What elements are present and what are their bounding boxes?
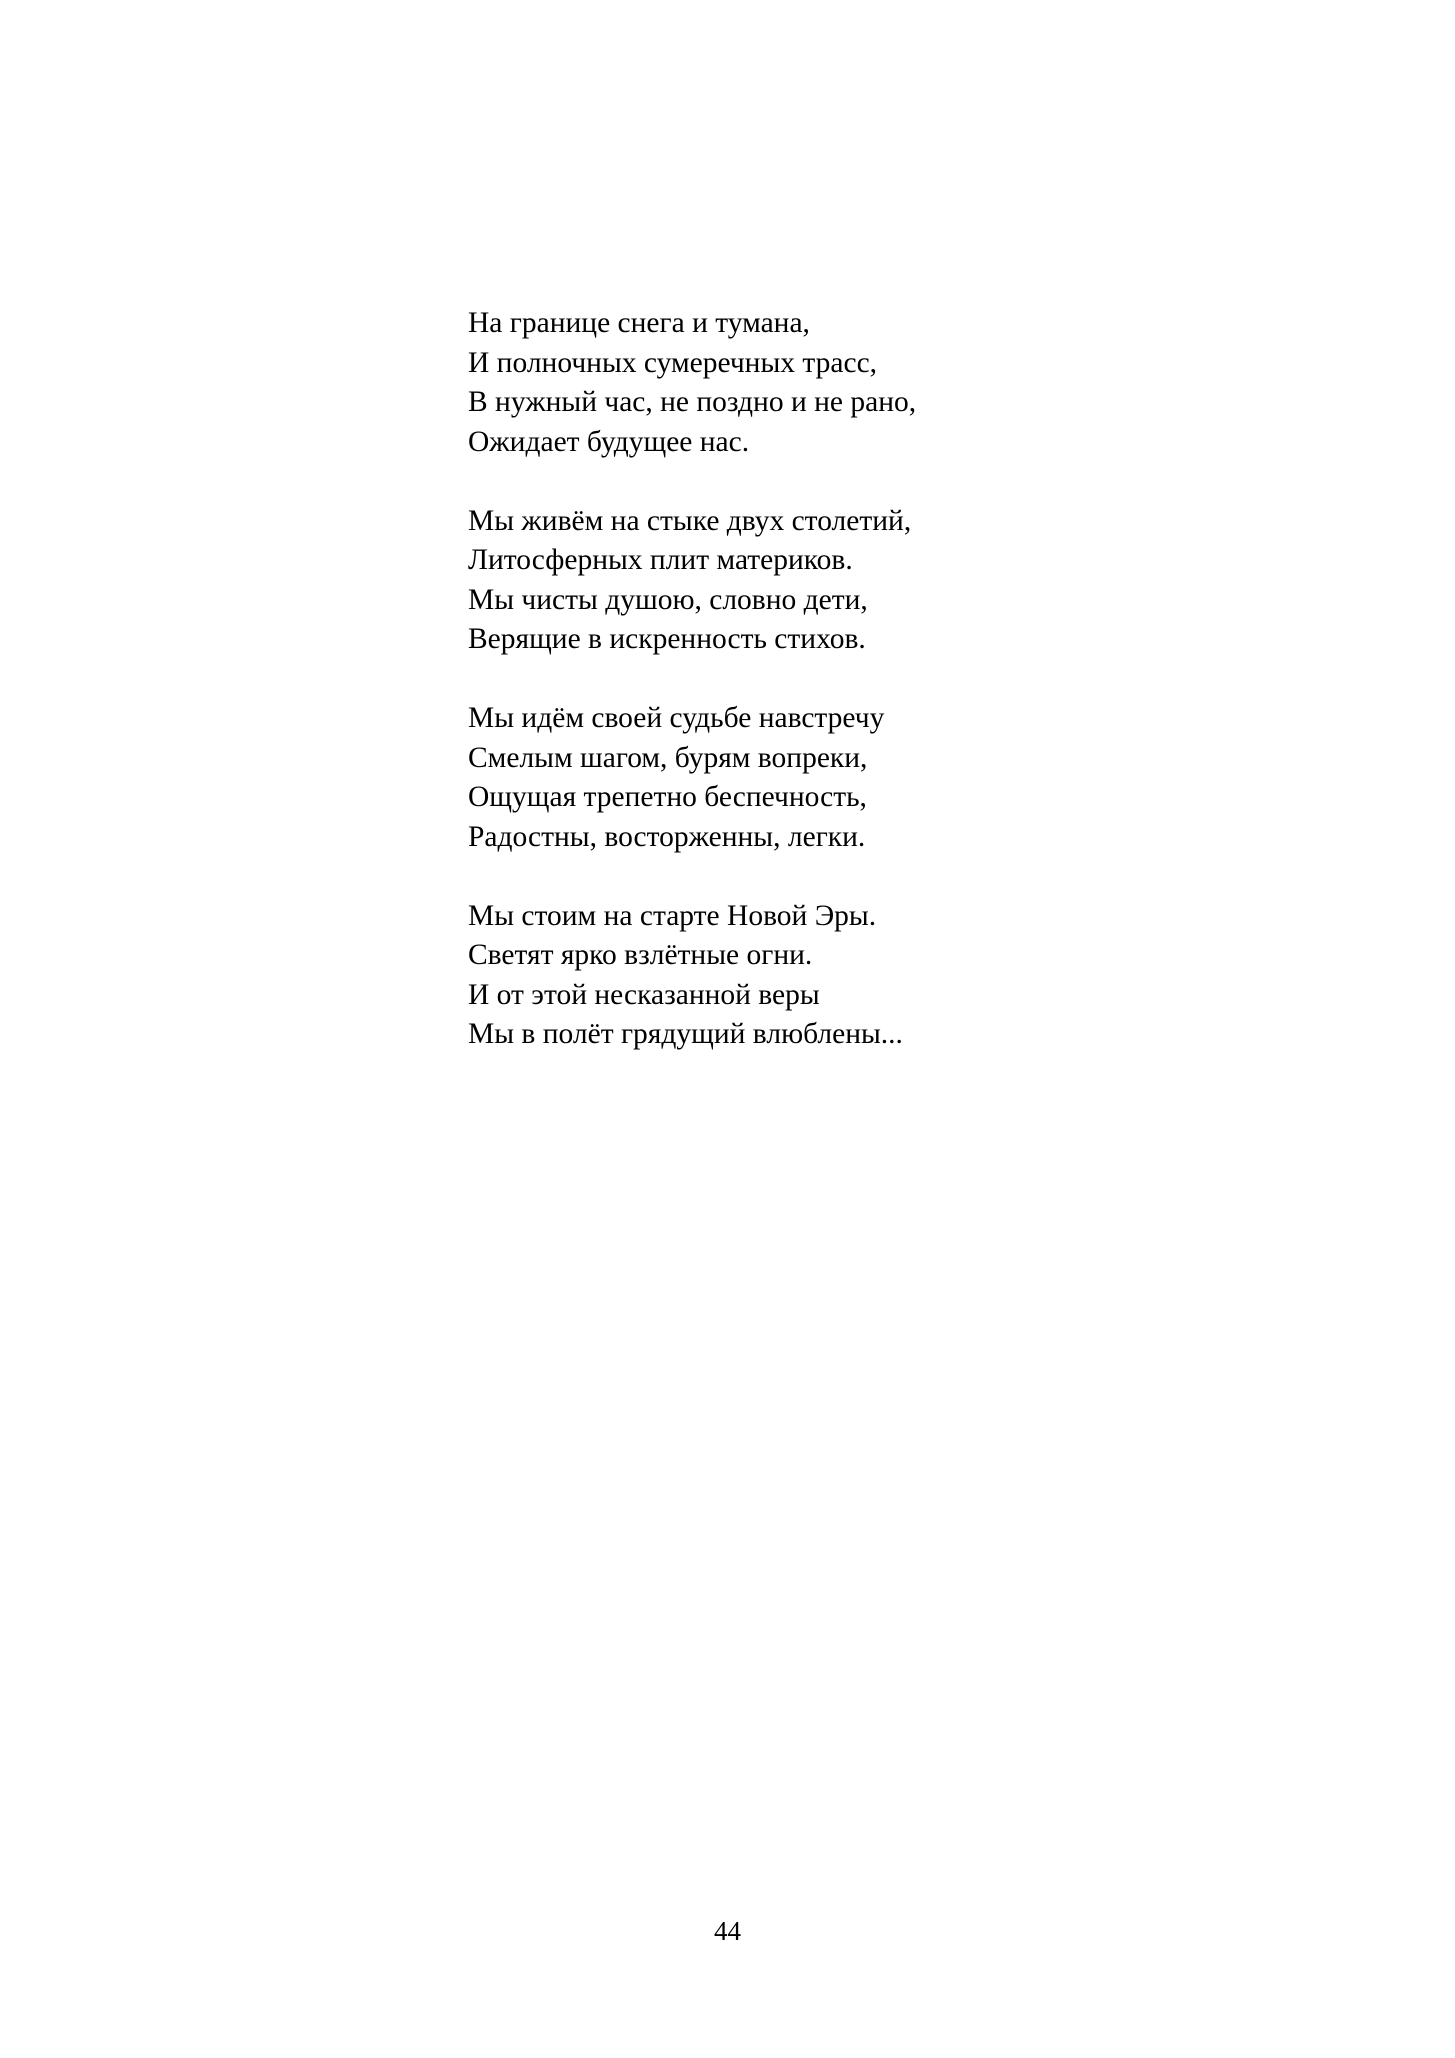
stanza-1 bbox=[468, 304, 916, 462]
poem-line: Радостны, восторженны, легки. bbox=[468, 820, 866, 853]
poem-line: Мы идём своей судьбе навстречу bbox=[468, 702, 885, 734]
poem-line: В нужный час, не поздно и не рано, bbox=[468, 386, 917, 418]
poem-line: Ощущая трепетно беспечность, bbox=[468, 781, 867, 813]
stanza-2 bbox=[468, 502, 916, 660]
stanza-4 bbox=[468, 897, 916, 1055]
stanza-3 bbox=[468, 699, 916, 857]
page-number: 44 bbox=[714, 1916, 741, 1946]
poem-line: Светят ярко взлётные огни. bbox=[468, 939, 813, 971]
poem-line: Мы в полёт грядущий влюблены... bbox=[468, 1018, 903, 1050]
poem-line: Литосферных плит материков. bbox=[468, 544, 853, 576]
poem-line: Верящие в искренность стихов. bbox=[468, 623, 866, 655]
poem-line: На границе снега и тумана, bbox=[468, 307, 810, 339]
poem-line: И от этой несказанной веры bbox=[468, 978, 820, 1011]
poem-line: Мы живём на стыке двух столетий, bbox=[468, 504, 912, 537]
poem-line: Ожидает будущее нас. bbox=[468, 425, 750, 458]
poem-line: И полночных сумеречных трасс, bbox=[468, 346, 878, 379]
poem-line: Мы стоим на старте Новой Эры. bbox=[468, 899, 877, 932]
poem-line: Мы чисты душою, словно дети, bbox=[468, 583, 868, 616]
poem bbox=[468, 304, 916, 1094]
poem-line: Смелым шагом, бурям вопреки, bbox=[468, 741, 868, 774]
